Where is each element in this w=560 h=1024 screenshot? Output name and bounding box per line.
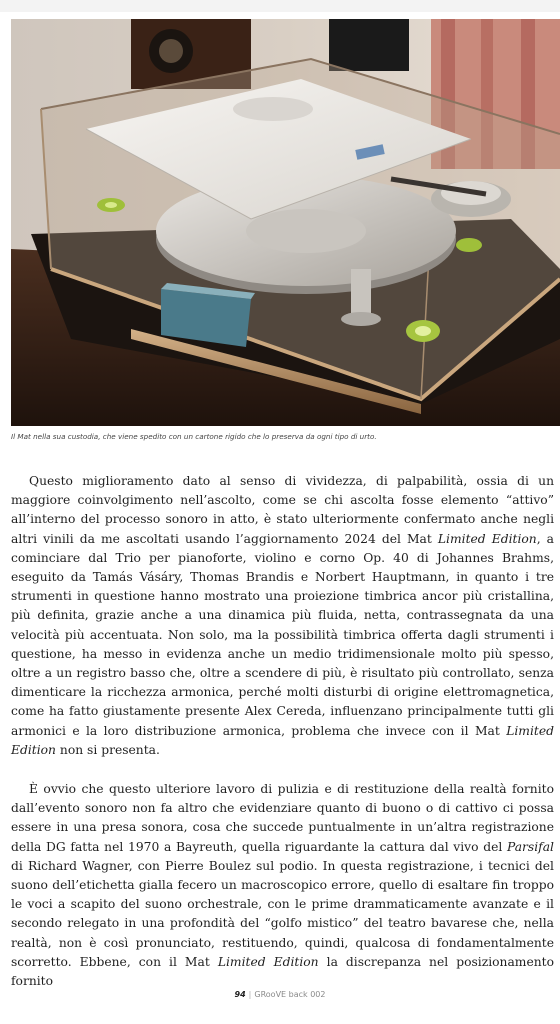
- paragraph-1-italic-2: Limited Edition: [11, 723, 554, 757]
- paragraph-1: [11, 472, 554, 760]
- page-number: 94: [234, 990, 246, 999]
- paragraph-1-part-2: , a cominciare dal Trio per pianoforte, violino e corno Op. 40 di Johannes Brahms, eseguito da Tamás Vásáry, Thomas Brandis e Norbert Hauptmann, in quanto i tre strumenti in questione hanno mostrato una proiezione timbrica ancor più cristallina, più definita, grazie anche a una dinamica più fluida, netta, contrassegnata da una velocità più accentuata. Non solo, ma la possibilità timbrica offerta dagli strumenti i questione, ha messo in evidenza anche un medio tridimensionale molto più spesso, oltre a un registro basso che, oltre a scendere di più, è risultato più controllato, senza dimenticare la ricchezza armonica, perché molti disturbi di origine elettromagnetica, come ha fatto giustamente presente Alex Cereda, influenzano principalmente tutti gli armonici e la loro distribuzione armonica, problema che invece con il Mat: [11, 531, 555, 738]
- turntable-photo: [11, 19, 560, 426]
- paragraph-2: [11, 780, 554, 991]
- turntable-illustration: [11, 19, 560, 426]
- top-rule: [0, 0, 560, 12]
- paragraph-1-part-1: Questo miglioramento dato al senso di vividezza, di palpabilità, ossia di un maggiore coinvolgimento nell’ascolto, come se chi ascolta fosse elemento “attivo” all’interno del processo sonoro in atto, è stato ulteriormente confermato anche negli altri vinili da me ascoltati usando l’aggiornamento 2024 del Mat: [11, 474, 554, 546]
- paragraph-1-italic-1: Limited Edition: [437, 531, 537, 546]
- page-footer: [0, 990, 560, 999]
- footer-separator: |: [248, 990, 252, 999]
- photo-caption: Il Mat nella sua custodia, che viene spedito con un cartone rigido che lo preserva da ogni tipo di urto.: [11, 432, 377, 441]
- paragraph-1-part-3: non si presenta.: [55, 742, 160, 757]
- paragraph-2-italic-2: Limited Edition: [217, 954, 319, 969]
- issue-name: GRooVE back 002: [254, 990, 326, 999]
- paragraph-2-part-3: la discrepanza nel posizionamento fornito: [11, 954, 555, 989]
- paragraph-2-part-1: È ovvio che questo ulteriore lavoro di pulizia e di restituzione della realtà fornito dall’evento sonoro non fa altro che evidenziare quanto di buono o di cattivo ci possa essere in una presa sonora, cosa che succede puntualmente in un’altra registrazione della DG fatta nel 1970 a Bayreuth, quella riguardante la cattura dal vivo del: [11, 782, 554, 854]
- article-body: [11, 472, 554, 1011]
- paragraph-2-part-2: di Richard Wagner, con Pierre Boulez sul podio. In questa registrazione, i tecnici del suono dell’etichetta gialla fecero un macroscopico errore, quello di esaltare fin troppo le voci a scapito del suono orchestrale, con le prime drammaticamente avanzate e il secondo relegato in una profondità del “golfo mistico” del teatro bavarese che, nella realtà, non è così pronunciato, restituendo, quindi, qualcosa di fondamentalmente scorretto. Ebbene, con il Mat: [11, 858, 554, 969]
- paragraph-2-italic-1: Parsifal: [507, 839, 554, 854]
